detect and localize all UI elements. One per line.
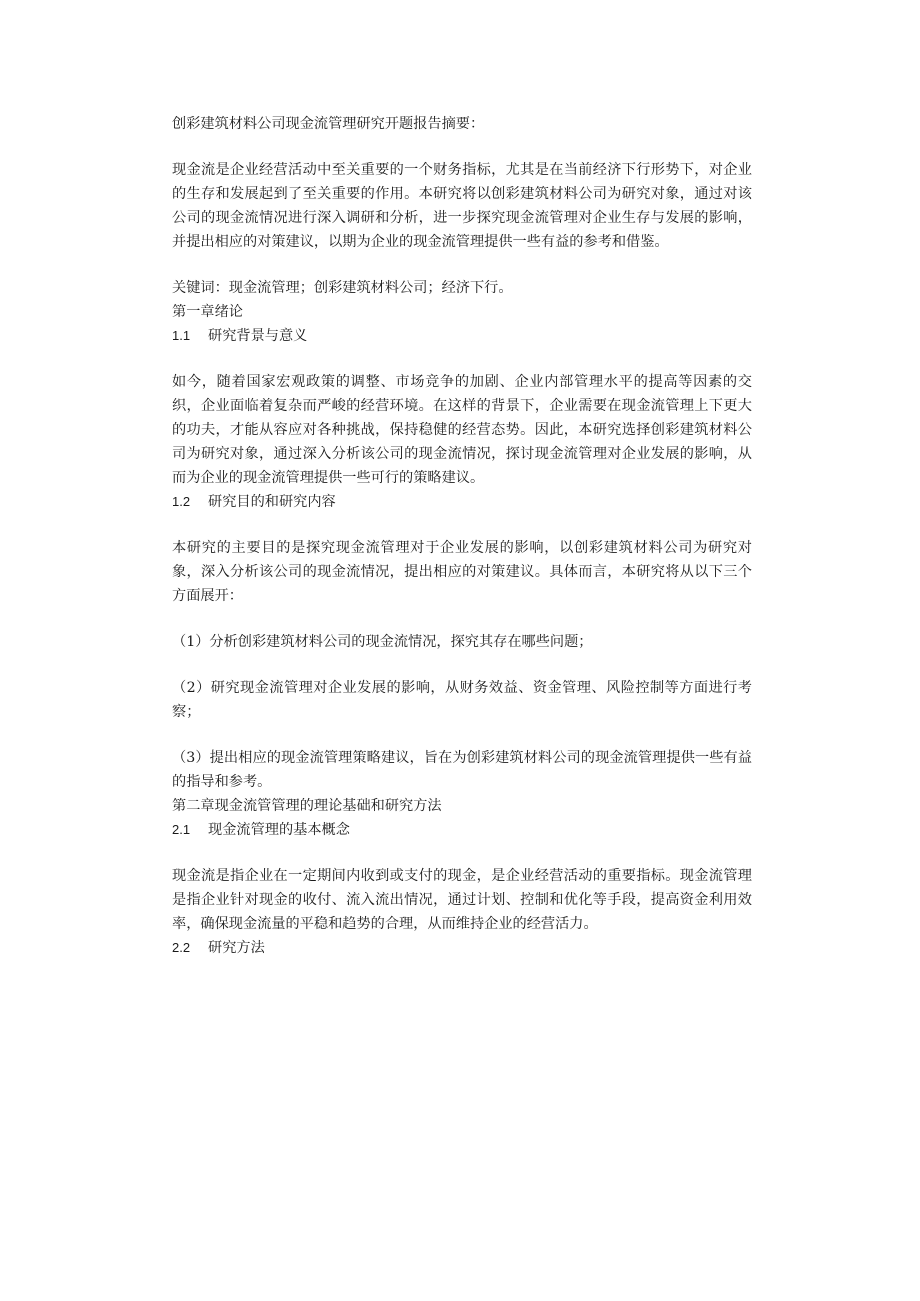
list-item-3: （3）提出相应的现金流管理策略建议，旨在为创彩建筑材料公司的现金流管理提供一些有益的指导和参考。 (172, 750, 752, 790)
section-title: 研究背景与意义 (208, 328, 308, 344)
section-2-1-heading (172, 818, 752, 842)
section-title: 研究目的和研究内容 (208, 494, 336, 510)
section-number: 1.2 (172, 494, 191, 509)
section-1-2-heading (172, 490, 752, 514)
document-title: 创彩建筑材料公司现金流管理研究开题报告摘要： (172, 116, 485, 132)
section-2-2-heading (172, 936, 752, 960)
section-number: 1.1 (172, 328, 191, 343)
section-title: 现金流管理的基本概念 (208, 822, 350, 838)
list-item-1: （1）分析创彩建筑材料公司的现金流情况，探究其存在哪些问题； (172, 634, 593, 650)
section-1-1-paragraph: 如今，随着国家宏观政策的调整、市场竞争的加剧、企业内部管理水平的提高等因素的交织，企业面临着复杂而严峻的经营环境。在这样的背景下，企业需要在现金流管理上下更大的功夫，才能从容应对各种挑战，保持稳健的经营态势。因此，本研究选择创彩建筑材料公司为研究对象，通过深入分析该公司的现金流情况，探讨现金流管理对企业发展的影响，从而为企业的现金流管理提供一些可行的策略建议。 (172, 374, 752, 486)
section-number: 2.2 (172, 940, 191, 955)
section-1-2-paragraph: 本研究的主要目的是探究现金流管理对于企业发展的影响，以创彩建筑材料公司为研究对象，深入分析该公司的现金流情况，提出相应的对策建议。具体而言，本研究将从以下三个方面展开： (172, 540, 752, 604)
section-title: 研究方法 (208, 940, 265, 956)
chapter-1-title: 第一章绪论 (172, 304, 243, 320)
document-body (172, 112, 752, 960)
abstract-paragraph: 现金流是企业经营活动中至关重要的一个财务指标，尤其是在当前经济下行形势下，对企业的生存和发展起到了至关重要的作用。本研究将以创彩建筑材料公司为研究对象，通过对该公司的现金流情况进行深入调研和分析，进一步探究现金流管理对企业生存与发展的影响，并提出相应的对策建议，以期为企业的现金流管理提供一些有益的参考和借鉴。 (172, 162, 752, 250)
section-number: 2.1 (172, 822, 191, 837)
section-2-1-paragraph: 现金流是指企业在一定期间内收到或支付的现金，是企业经营活动的重要指标。现金流管理是指企业针对现金的收付、流入流出情况，通过计划、控制和优化等手段，提高资金利用效率，确保现金流量的平稳和趋势的合理，从而维持企业的经营活力。 (172, 868, 752, 932)
section-1-1-heading (172, 324, 752, 348)
list-item-2: （2）研究现金流管理对企业发展的影响，从财务效益、资金管理、风险控制等方面进行考察； (172, 680, 752, 720)
chapter-2-title: 第二章现金流管管理的理论基础和研究方法 (172, 798, 442, 814)
keywords-line: 关键词：现金流管理；创彩建筑材料公司；经济下行。 (172, 280, 513, 296)
